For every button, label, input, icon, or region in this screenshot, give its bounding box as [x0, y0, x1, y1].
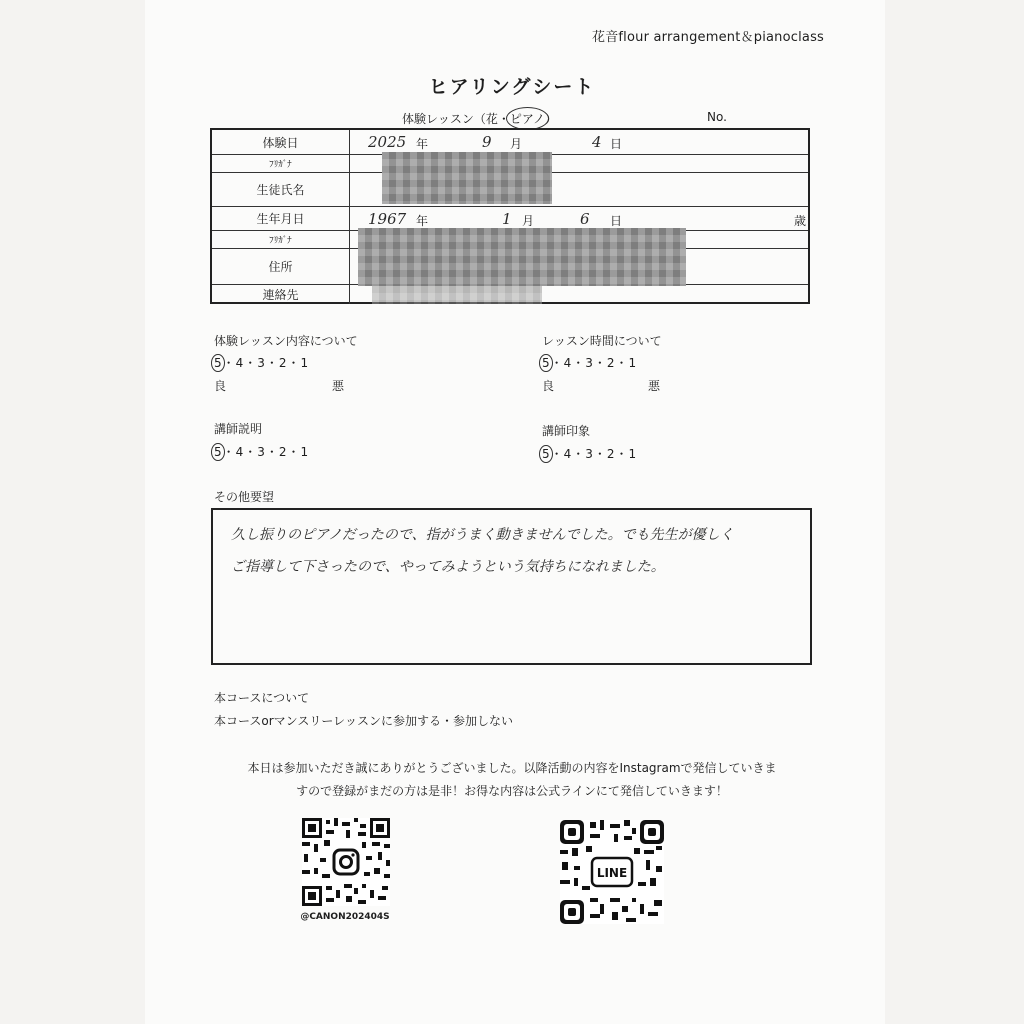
lesson-content-label: 体験レッスン内容について: [214, 334, 358, 348]
address-label: 住所: [212, 249, 350, 284]
page-title: ヒアリングシート: [428, 76, 596, 98]
birth-year: 1967: [368, 210, 407, 228]
subtitle-suffix: ）: [544, 112, 557, 126]
birth-date-value: [352, 207, 808, 230]
course-options: 本コースorマンスリーレッスンに参加する・参加しない: [214, 714, 513, 728]
birth-day: 6: [580, 210, 590, 228]
trial-date-label: 体験日: [212, 130, 350, 154]
number-label: No.: [707, 110, 727, 124]
birth-month-unit: 月: [522, 214, 535, 228]
trial-lesson-subtitle: [402, 110, 557, 127]
course-label: 本コースについて: [214, 691, 310, 705]
impression-rest: ・4・3・2・1: [550, 447, 638, 461]
impression-scale: [542, 445, 637, 462]
furigana-address-label: ﾌﾘｶﾞﾅ: [212, 231, 350, 248]
trial-year: 2025: [368, 133, 407, 151]
lesson-content-bad: 悪: [332, 379, 345, 393]
comment-line-2: ご指導して下さったので、やってみようという気持ちになれました。: [231, 559, 665, 575]
explanation-scale: [214, 443, 309, 460]
lesson-time-label: レッスン時間について: [542, 334, 662, 348]
impression-selected: 5: [542, 447, 551, 461]
student-name-label: 生徒氏名: [212, 173, 350, 206]
lesson-time-good: 良: [542, 379, 555, 393]
line-qr-graphic: [560, 820, 664, 924]
lesson-time-bad: 悪: [648, 379, 661, 393]
birth-year-unit: 年: [416, 214, 429, 228]
lesson-content-rest: ・4・3・2・1: [222, 356, 310, 370]
explanation-selected: 5: [214, 445, 223, 459]
trial-year-unit: 年: [416, 137, 429, 151]
row-birth-date: [212, 206, 808, 230]
age-unit: 歳: [793, 214, 806, 228]
subtitle-prefix: 体験レッスン（花・: [402, 112, 510, 126]
line-qr-code[interactable]: [560, 820, 664, 924]
birth-date-label: 生年月日: [212, 207, 350, 230]
comment-line-1: 久し振りのピアノだったので、指がうまく動きませんでした。でも先生が優しく: [231, 527, 734, 543]
lesson-content-scale: [214, 354, 309, 371]
redacted-contact: [372, 286, 542, 304]
explanation-label: 講師説明: [214, 422, 263, 436]
row-trial-date: [212, 130, 808, 154]
contact-label: 連絡先: [212, 285, 350, 304]
selected-lesson-piano: ピアノ: [509, 112, 545, 126]
redacted-address: [358, 228, 686, 286]
trial-date-value: [352, 130, 808, 154]
redacted-name: [382, 152, 552, 204]
birth-day-unit: 日: [610, 214, 623, 228]
instagram-qr-code[interactable]: [302, 818, 390, 906]
instagram-qr-graphic: [302, 818, 390, 906]
thanks-line-2: すので登録がまだの方は是非！お得な内容は公式ラインにて発信していきます！: [296, 784, 728, 798]
impression-label: 講師印象: [542, 424, 591, 438]
line-logo-text: LINE: [596, 866, 628, 880]
thanks-line-1: 本日は参加いただき誠にありがとうございました。以降活動の内容をInstagramで発信していきま: [247, 761, 777, 775]
explanation-rest: ・4・3・2・1: [222, 445, 310, 459]
brand-name: 花音flour arrangement＆pianoclass: [592, 30, 825, 45]
lesson-time-selected: 5: [542, 356, 551, 370]
lesson-time-rest: ・4・3・2・1: [550, 356, 638, 370]
trial-day: 4: [592, 133, 602, 151]
lesson-time-scale: [542, 354, 637, 371]
trial-month-unit: 月: [510, 137, 523, 151]
other-requests-label: その他要望: [214, 490, 275, 504]
lesson-content-good: 良: [214, 379, 227, 393]
trial-day-unit: 日: [610, 137, 623, 151]
trial-month: 9: [482, 133, 492, 151]
instagram-handle: @CANON202404S: [300, 912, 390, 922]
other-requests-box: [211, 508, 812, 665]
furigana-label: ﾌﾘｶﾞﾅ: [212, 155, 350, 172]
birth-month: 1: [502, 210, 512, 228]
lesson-content-selected: 5: [214, 356, 223, 370]
